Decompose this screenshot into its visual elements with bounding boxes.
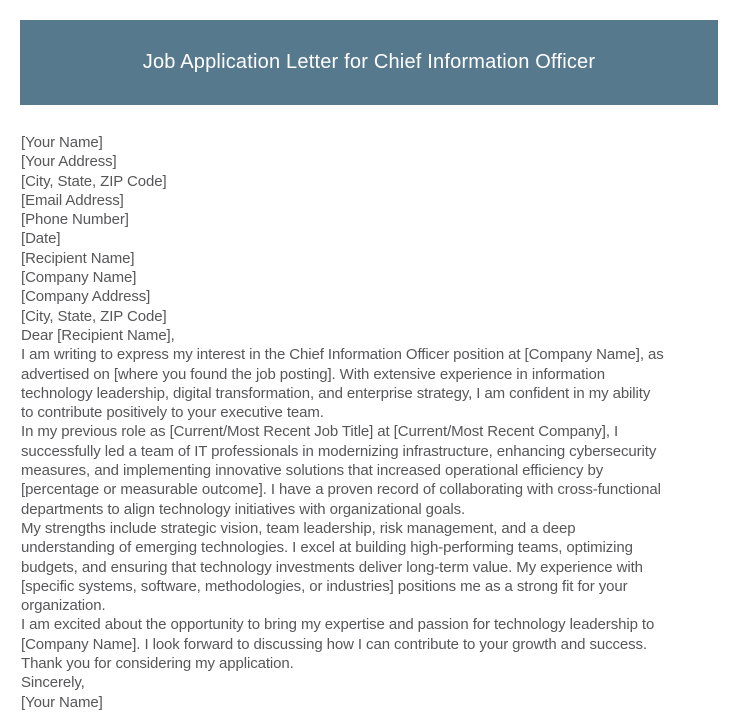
letter-paragraph-line: technology leadership, digital transformation, and enterprise strategy, I am confident in my ability xyxy=(21,384,651,402)
salutation: Dear [Recipient Name], xyxy=(21,326,175,344)
letter-paragraph-line: understanding of emerging technologies. I excel at building high-performing teams, optimizing xyxy=(21,539,633,557)
letter-paragraph-line: I am writing to express my interest in the Chief Information Officer position at [Company Name], as xyxy=(21,346,664,364)
letter-paragraph-line: organization. xyxy=(21,597,106,615)
letter-body xyxy=(21,133,726,712)
sender-address-block xyxy=(21,133,726,249)
letter-paragraph-line: departments to align technology initiatives with organizational goals. xyxy=(21,500,466,518)
signature: [Your Name] xyxy=(21,693,103,711)
letter-paragraph-line: [percentage or measurable outcome]. I have a proven record of collaborating with cross-functional xyxy=(21,481,661,499)
closing-line: Thank you for considering my application. xyxy=(21,655,294,673)
letter-paragraph-line: [specific systems, software, methodologies, or industries] positions me as a strong fit for your xyxy=(21,577,628,595)
sender-address-line: [Email Address] xyxy=(21,191,124,209)
letter-paragraph-line: budgets, and ensuring that technology investments deliver long-term value. My experience with xyxy=(21,558,643,576)
page-title: Job Application Letter for Chief Information Officer xyxy=(142,51,596,73)
letter-paragraph-line: successfully led a team of IT professionals in modernizing infrastructure, enhancing cybersecurity xyxy=(21,442,657,460)
letter-paragraph-line: measures, and implementing innovative solutions that increased operational efficiency by xyxy=(21,462,604,480)
letter-paragraph-line: to contribute positively to your executive team. xyxy=(21,404,324,422)
letter-paragraph-line: My strengths include strategic vision, team leadership, risk management, and a deep xyxy=(21,519,576,537)
header-banner xyxy=(20,20,718,105)
sender-address-line: [Your Name] xyxy=(21,134,103,151)
sender-address-line: [Phone Number] xyxy=(21,211,129,229)
sender-address-line: [City, State, ZIP Code] xyxy=(21,172,167,190)
letter-paragraph-line: advertised on [where you found the job posting]. With extensive experience in information xyxy=(21,365,605,383)
recipient-address-line: [Company Address] xyxy=(21,288,151,306)
letter-paragraph-line: I am excited about the opportunity to bring my expertise and passion for technology leadership to xyxy=(21,616,655,634)
signoff: Sincerely, xyxy=(21,674,85,692)
letter-paragraphs xyxy=(21,345,726,654)
letter-paragraph-line: [Company Name]. I look forward to discussing how I can contribute to your growth and success. xyxy=(21,635,648,653)
recipient-address-line: [City, State, ZIP Code] xyxy=(21,307,167,325)
recipient-address-line: [Company Name] xyxy=(21,269,137,287)
letter-paragraph-line: In my previous role as [Current/Most Recent Job Title] at [Current/Most Recent Company], I xyxy=(21,423,619,441)
sender-address-line: [Your Address] xyxy=(21,153,117,171)
sender-address-line: [Date] xyxy=(21,230,61,248)
recipient-address-line: [Recipient Name] xyxy=(21,249,135,267)
recipient-address-block xyxy=(21,249,726,326)
